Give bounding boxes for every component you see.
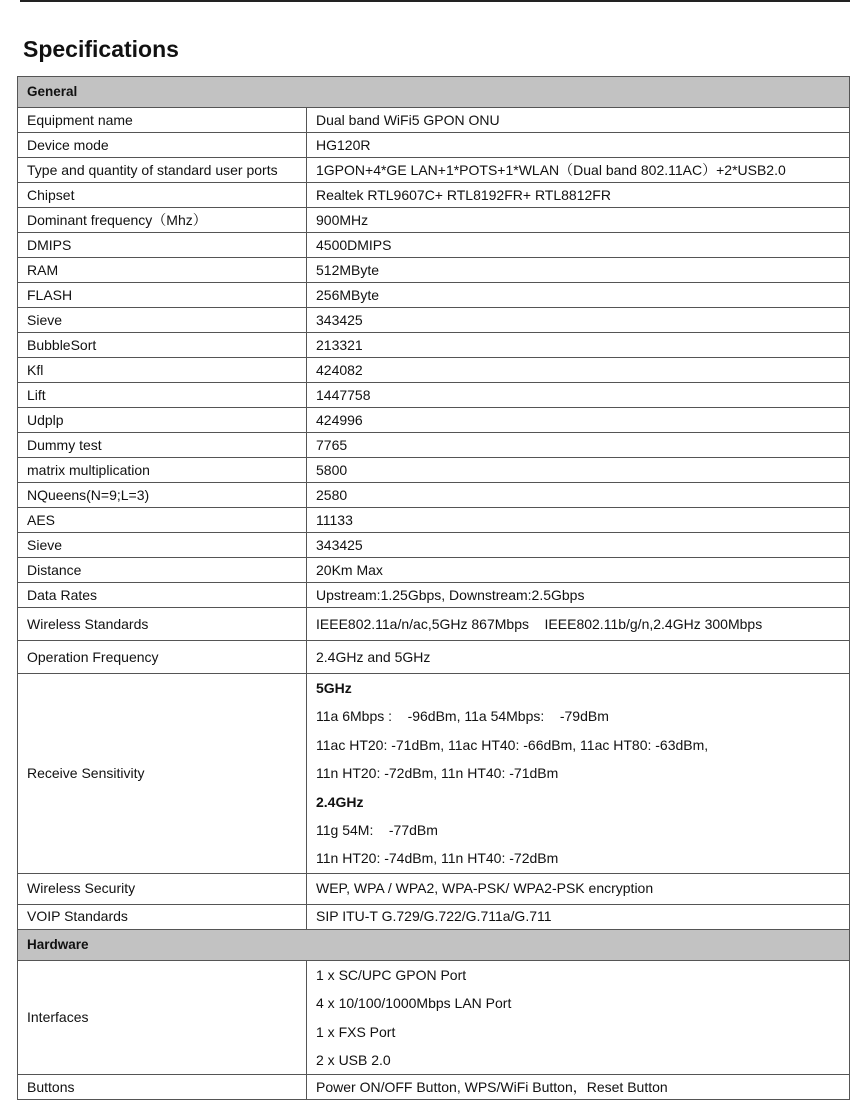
spec-key: matrix multiplication bbox=[18, 458, 307, 483]
spec-value: Realtek RTL9607C+ RTL8192FR+ RTL8812FR bbox=[307, 183, 850, 208]
table-row bbox=[18, 1075, 850, 1100]
table-row bbox=[18, 208, 850, 233]
table-row bbox=[18, 258, 850, 283]
spec-key: VOIP Standards bbox=[18, 904, 307, 929]
specifications-table bbox=[17, 76, 850, 1100]
spec-value: 1GPON+4*GE LAN+1*POTS+1*WLAN（Dual band 802.11AC）+2*USB2.0 bbox=[307, 158, 850, 183]
table-row bbox=[18, 433, 850, 458]
section-heading: Hardware bbox=[18, 929, 850, 960]
table-row bbox=[18, 483, 850, 508]
spec-value-multiline bbox=[307, 674, 850, 874]
sensitivity-line: 11a 6Mbps : -96dBm, 11a 54Mbps: -79dBm bbox=[316, 708, 609, 725]
spec-value: 5800 bbox=[307, 458, 850, 483]
sensitivity-line: 11g 54M: -77dBm bbox=[316, 821, 438, 838]
spec-key: Sieve bbox=[18, 533, 307, 558]
table-row bbox=[18, 408, 850, 433]
section-header-general bbox=[18, 77, 850, 108]
table-row bbox=[18, 583, 850, 608]
spec-key: Type and quantity of standard user ports bbox=[18, 158, 307, 183]
table-row bbox=[18, 558, 850, 583]
spec-value: Upstream:1.25Gbps, Downstream:2.5Gbps bbox=[307, 583, 850, 608]
spec-key: Device mode bbox=[18, 133, 307, 158]
table-row bbox=[18, 358, 850, 383]
spec-key: Distance bbox=[18, 558, 307, 583]
spec-key: DMIPS bbox=[18, 233, 307, 258]
interface-line: 1 x SC/UPC GPON Port bbox=[316, 966, 467, 983]
spec-value: 343425 bbox=[307, 533, 850, 558]
spec-key: Equipment name bbox=[18, 108, 307, 133]
spec-key: Data Rates bbox=[18, 583, 307, 608]
spec-value: 4500DMIPS bbox=[307, 233, 850, 258]
spec-value: 1447758 bbox=[307, 383, 850, 408]
table-row bbox=[18, 308, 850, 333]
spec-value: IEEE802.11a/n/ac,5GHz 867Mbps IEEE802.11b/g/n,2.4GHz 300Mbps bbox=[307, 608, 850, 641]
spec-key: Wireless Security bbox=[18, 873, 307, 904]
spec-key: Dummy test bbox=[18, 433, 307, 458]
spec-value: 213321 bbox=[307, 333, 850, 358]
sensitivity-line: 11ac HT20: -71dBm, 11ac HT40: -66dBm, 11ac HT80: -63dBm, bbox=[316, 736, 709, 753]
spec-key: Lift bbox=[18, 383, 307, 408]
spec-key: FLASH bbox=[18, 283, 307, 308]
spec-key: AES bbox=[18, 508, 307, 533]
spec-value: SIP ITU-T G.729/G.722/G.711a/G.711 bbox=[307, 904, 850, 929]
spec-key: Buttons bbox=[18, 1075, 307, 1100]
interface-line: 1 x FXS Port bbox=[316, 1023, 396, 1040]
spec-value: 900MHz bbox=[307, 208, 850, 233]
section-header-hardware bbox=[18, 929, 850, 960]
table-row bbox=[18, 904, 850, 929]
table-row bbox=[18, 183, 850, 208]
table-row bbox=[18, 108, 850, 133]
spec-key: RAM bbox=[18, 258, 307, 283]
table-row bbox=[18, 641, 850, 674]
spec-key: Wireless Standards bbox=[18, 608, 307, 641]
table-row bbox=[18, 233, 850, 258]
table-row bbox=[18, 383, 850, 408]
spec-value: 2.4GHz and 5GHz bbox=[307, 641, 850, 674]
spec-value-multiline bbox=[307, 960, 850, 1075]
table-row-interfaces bbox=[18, 960, 850, 1075]
spec-key: Chipset bbox=[18, 183, 307, 208]
spec-key: Receive Sensitivity bbox=[18, 674, 307, 874]
spec-key: Operation Frequency bbox=[18, 641, 307, 674]
sensitivity-line: 11n HT20: -74dBm, 11n HT40: -72dBm bbox=[316, 850, 559, 867]
spec-value: Dual band WiFi5 GPON ONU bbox=[307, 108, 850, 133]
table-row bbox=[18, 608, 850, 641]
band-heading-2-4ghz: 2.4GHz bbox=[316, 793, 364, 810]
spec-value: 256MByte bbox=[307, 283, 850, 308]
table-row bbox=[18, 133, 850, 158]
sensitivity-line: 11n HT20: -72dBm, 11n HT40: -71dBm bbox=[316, 765, 559, 782]
spec-value: 11133 bbox=[307, 508, 850, 533]
interface-line: 4 x 10/100/1000Mbps LAN Port bbox=[316, 995, 512, 1012]
spec-key: Dominant frequency（Mhz） bbox=[18, 208, 307, 233]
band-heading-5ghz: 5GHz bbox=[316, 680, 352, 696]
page-title: Specifications bbox=[23, 36, 179, 62]
table-row bbox=[18, 533, 850, 558]
spec-value: Power ON/OFF Button, WPS/WiFi Button，Reset Button bbox=[307, 1075, 850, 1100]
spec-key: Kfl bbox=[18, 358, 307, 383]
spec-key: Sieve bbox=[18, 308, 307, 333]
section-heading: General bbox=[18, 77, 850, 108]
spec-key: NQueens(N=9;L=3) bbox=[18, 483, 307, 508]
spec-key: Udplp bbox=[18, 408, 307, 433]
top-divider bbox=[20, 0, 850, 2]
interface-line: 2 x USB 2.0 bbox=[316, 1051, 391, 1068]
table-row bbox=[18, 333, 850, 358]
table-row bbox=[18, 158, 850, 183]
table-row bbox=[18, 508, 850, 533]
spec-key: BubbleSort bbox=[18, 333, 307, 358]
table-row bbox=[18, 283, 850, 308]
spec-value: WEP, WPA / WPA2, WPA-PSK/ WPA2-PSK encryption bbox=[307, 873, 850, 904]
spec-value: 20Km Max bbox=[307, 558, 850, 583]
spec-value: 2580 bbox=[307, 483, 850, 508]
table-row bbox=[18, 873, 850, 904]
spec-value: 424082 bbox=[307, 358, 850, 383]
spec-value: 7765 bbox=[307, 433, 850, 458]
table-row-receive-sensitivity bbox=[18, 674, 850, 874]
spec-value: HG120R bbox=[307, 133, 850, 158]
table-row bbox=[18, 458, 850, 483]
spec-value: 512MByte bbox=[307, 258, 850, 283]
spec-value: 343425 bbox=[307, 308, 850, 333]
spec-key: Interfaces bbox=[18, 960, 307, 1075]
spec-value: 424996 bbox=[307, 408, 850, 433]
